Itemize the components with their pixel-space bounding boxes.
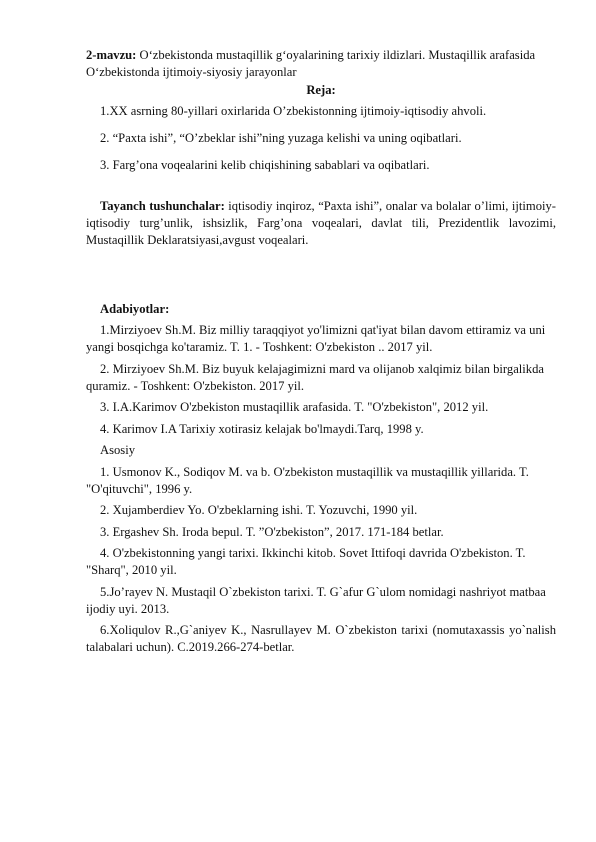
key-concepts-text: iqtisodiy inqiroz, “Paxta ishi”, onalar va bolalar o’limi, ijtimoiy-iqtisodiy turg’unlik, ishsizlik, Farg’ona voqealari, davlat tili, Prezidentlik lavozimi, Mustaqillik Deklaratsiyasi,avgust voqealari. — [86, 199, 556, 247]
reference-item: 3. Ergashev Sh. Iroda bepul. T. ”O'zbekiston”, 2017. 171-184 betlar. — [100, 524, 444, 539]
reference-item: 4. Karimov I.A Tarixiy xotirasiz kelajak bo'lmaydi.Tarq, 1998 y. — [100, 421, 424, 436]
reference-item: 6.Xoliqulov R.,G`aniyev K., Nasrullayev M. O`zbekiston tarixi (nomutaxassis yo`nalish talabalari uchun). C.2019.266-274-betlar. — [86, 623, 556, 654]
reference-item: 1. Usmonov K., Sodiqov M. va b. O'zbekiston mustaqillik va mustaqillik yillarida. T. "O'qituvchi", 1996 y. — [86, 464, 529, 496]
reference-item: 5.Jo’rayev N. Mustaqil O`zbekiston tarixi. T. G`afur G`ulom nomidagi nashriyot matbaa ijodiy uyi. 2013. — [86, 584, 546, 616]
reference-item: 3. I.A.Karimov O'zbekiston mustaqillik arafasida. T. "O'zbekiston", 2012 yil. — [100, 400, 489, 414]
plan-heading: Reja: — [306, 83, 336, 97]
reference-item: 2. Mirziyoev Sh.M. Biz buyuk kelajagimizni mard va olijanob xalqimiz bilan birgalikda quramiz. - Toshkent: O'zbekiston. 2017 yil. — [86, 361, 544, 393]
plan-item: 2. “Paxta ishi”, “O’zbeklar ishi”ning yuzaga kelishi va uning oqibatlari. — [100, 131, 462, 145]
references-list — [86, 322, 556, 656]
topic-text: O‘zbekistonda mustaqillik g‘oyalarining tarixiy ildizlari. Mustaqillik arafasida O‘zbekistonda ijtimoiy-siyosiy jarayonlar — [86, 48, 536, 79]
plan-item: 1.XX asrning 80-yillari oxirlarida O’zbekistonning ijtimoiy-iqtisodiy ahvoli. — [100, 104, 487, 118]
references-subheading: Asosiy — [100, 443, 135, 457]
references-heading: Adabiyotlar: — [100, 302, 170, 316]
topic-title — [86, 47, 556, 81]
reference-item: 1.Mirziyoev Sh.M. Biz milliy taraqqiyot yo'limizni qat'iyat bilan davom ettiramiz va uni yangi bosqichga ko'taramiz. T. 1. - Toshkent: O'zbekiston .. 2017 yil. — [86, 323, 546, 354]
plan-item: 3. Farg’ona voqealarini kelib chiqishining sabablari va oqibatlari. — [100, 158, 430, 172]
plan-list — [86, 103, 556, 174]
reference-item: 4. O'zbekistonning yangi tarixi. Ikkinchi kitob. Sovet Ittifoqi davrida O'zbekiston. T. "Sharq", 2010 yil. — [86, 546, 526, 577]
reference-item: 2. Xujamberdiev Yo. O'zbeklarning ishi. T. Yozuvchi, 1990 yil. — [100, 503, 418, 517]
key-concepts-label: Tayanch tushunchalar: — [100, 199, 225, 213]
key-concepts — [86, 198, 556, 249]
topic-label: 2-mavzu: — [86, 48, 137, 62]
